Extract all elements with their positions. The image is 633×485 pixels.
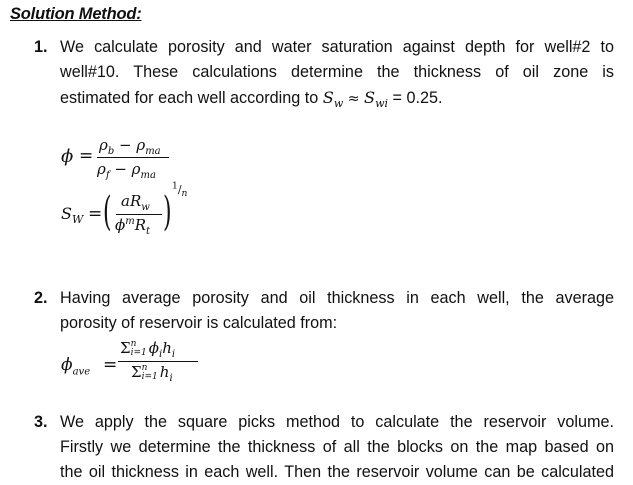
equals-sign: = bbox=[79, 146, 94, 166]
fraction-numerator: $aR_w$ bbox=[121, 192, 150, 213]
list-number: 2. bbox=[34, 289, 48, 307]
text-line: We calculate porosity and water saturation against depth for well#2 to bbox=[60, 38, 614, 56]
list-item-2 bbox=[34, 286, 614, 336]
section-heading: Solution Method: bbox=[10, 5, 142, 23]
left-paren: ( bbox=[103, 189, 112, 235]
equals-sign: = bbox=[88, 204, 103, 224]
text-line: Firstly we determine the thickness of all the blocks on the map based on bbox=[60, 438, 614, 456]
text-line: well#10. These calculations determine the thickness of oil zone is bbox=[60, 63, 614, 81]
right-paren: ) bbox=[163, 189, 172, 235]
list-item-3 bbox=[34, 410, 614, 485]
exponent: $^1/_n$ bbox=[172, 180, 188, 200]
list-item-text bbox=[60, 410, 614, 485]
text-line bbox=[60, 85, 614, 112]
text-line: porosity of reservoir is calculated from: bbox=[60, 314, 338, 332]
fraction-numerator: Σ n i=1 $\phi_ih_i$ bbox=[120, 339, 176, 360]
phi-symbol: ϕ bbox=[61, 146, 74, 167]
fraction-bar bbox=[118, 361, 198, 362]
fraction-denominator: Σ n i=1 $h_i$ bbox=[131, 363, 173, 384]
approx-sign: ≈ bbox=[347, 91, 360, 107]
list-number: 3. bbox=[34, 413, 48, 431]
list-item-1 bbox=[34, 35, 614, 112]
fraction-denominator: $\rho_f - \rho_{ma}$ bbox=[97, 160, 156, 181]
fraction-bar bbox=[116, 214, 162, 215]
fraction-numerator: $\rho_b - \rho_{ma}$ bbox=[99, 136, 161, 157]
fraction-bar bbox=[97, 157, 169, 158]
equals-sign: = bbox=[103, 355, 118, 375]
text-line: the oil thickness in each well. Then the reservoir volume can be calculated bbox=[60, 463, 614, 481]
equals-sign: = bbox=[392, 89, 402, 107]
text-line: We apply the square picks method to calculate the reservoir volume. bbox=[60, 413, 614, 431]
list-number: 1. bbox=[34, 38, 48, 56]
inline-value: 0.25. bbox=[406, 89, 443, 107]
inline-math-sw: $S_w$ bbox=[322, 88, 344, 111]
list-item-text bbox=[60, 286, 614, 336]
inline-math-swi: $S_{wi}$ bbox=[363, 88, 389, 111]
sw-symbol: $S_W$ bbox=[61, 204, 84, 227]
text-line: Having average porosity and oil thickness in each well, the average bbox=[60, 289, 614, 307]
phi-ave-symbol: $\phi_{ave}$ bbox=[61, 355, 91, 378]
list-item-text bbox=[60, 35, 614, 112]
text-line-part: estimated for each well according to bbox=[60, 89, 319, 107]
fraction-denominator: $\phi^mR_t$ bbox=[115, 216, 151, 237]
